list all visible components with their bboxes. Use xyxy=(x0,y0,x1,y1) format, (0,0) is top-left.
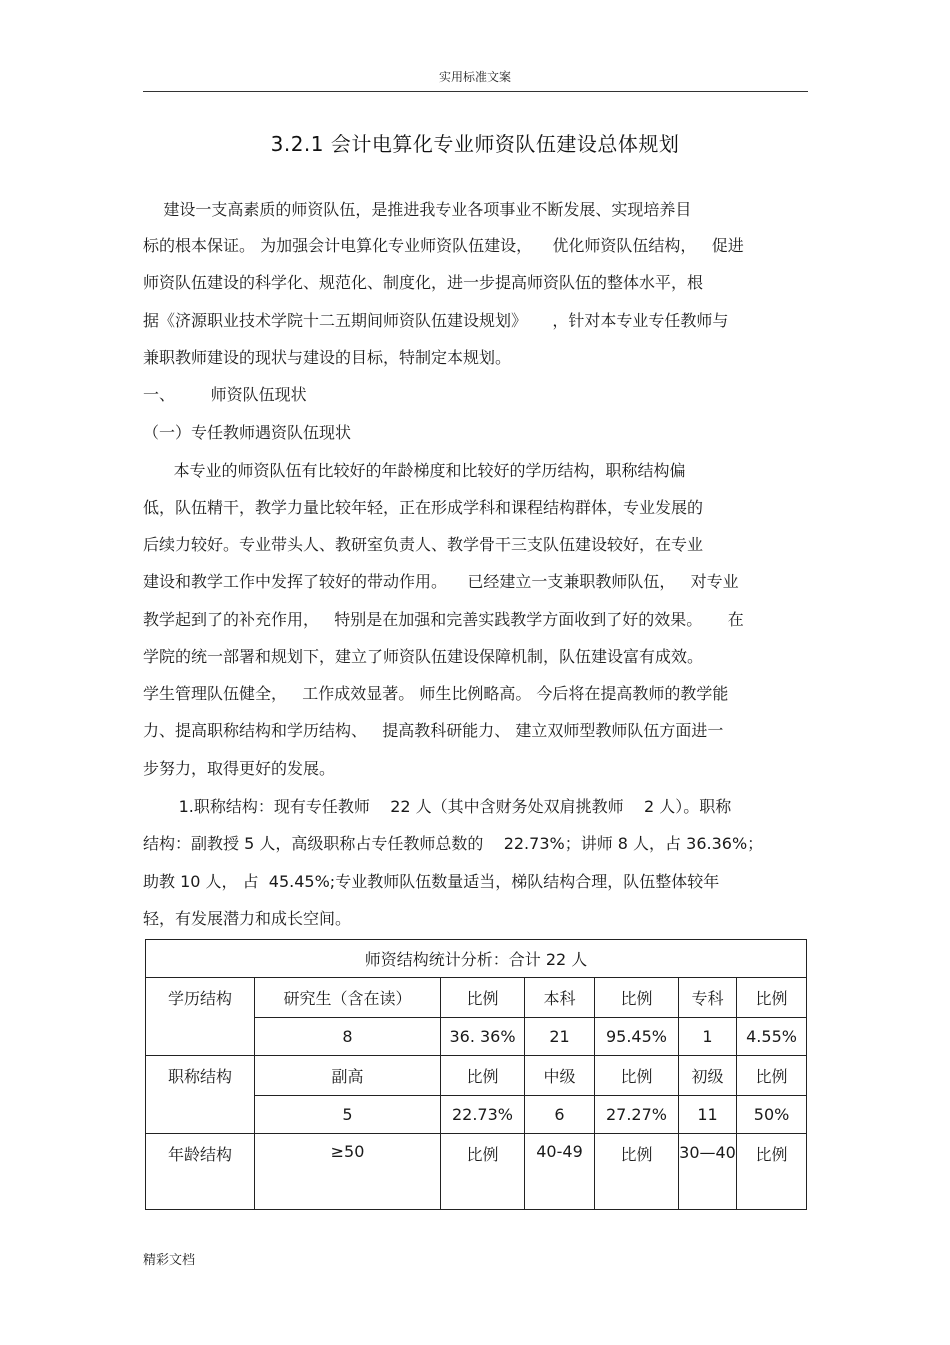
table-header-cell: 比例 xyxy=(441,978,525,1018)
page-header: 实用标准文案 xyxy=(438,70,511,84)
body-line: 据《济源职业技术学院十二五期间师资队伍建设规划》 ，针对本专业专任教师与 xyxy=(143,311,729,330)
table-value-cell: 6 xyxy=(525,1096,595,1134)
table-header-cell: 比例 xyxy=(595,1056,679,1096)
table-header-cell: 40-49 xyxy=(525,1134,595,1210)
table-header-cell: 比例 xyxy=(441,1056,525,1096)
table-header-cell: 专科 xyxy=(679,978,737,1018)
body-line: 结构：副教授 5 人，高级职称占专任教师总数的 22.73%；讲师 8 人，占 36.36%； xyxy=(143,834,764,853)
body-line: 后续力较好。专业带头人、教研室负责人、教学骨干三支队伍建设较好，在专业 xyxy=(143,535,704,554)
section-title: 3.2.1 会计电算化专业师资队伍建设总体规划 xyxy=(270,132,680,156)
table-header-cell: 30—40 xyxy=(679,1134,737,1210)
table-header-cell: 本科 xyxy=(525,978,595,1018)
body-line: 建设和教学工作中发挥了较好的带动作用。 已经建立一支兼职教师队伍， 对专业 xyxy=(143,572,739,591)
table-header-cell: 比例 xyxy=(595,978,679,1018)
table-header-cell: 初级 xyxy=(679,1056,737,1096)
body-line: 1.职称结构：现有专任教师 22 人（其中含财务处双肩挑教师 2 人）。职称 xyxy=(143,797,732,816)
table-header-cell: 比例 xyxy=(737,1134,807,1210)
table-header-cell: 比例 xyxy=(737,1056,807,1096)
table-header-cell: 比例 xyxy=(595,1134,679,1210)
table-value-cell: 21 xyxy=(525,1018,595,1056)
subheading-line: （一）专任教师遇资队伍现状 xyxy=(143,423,352,442)
heading-line: 一、 师资队伍现状 xyxy=(143,385,307,404)
body-line: 学院的统一部署和规划下，建立了师资队伍建设保障机制，队伍建设富有成效。 xyxy=(143,647,704,666)
table-header-cell: 比例 xyxy=(441,1134,525,1210)
row-label-education: 学历结构 xyxy=(146,978,255,1056)
header-divider xyxy=(143,91,808,92)
table-value-cell: 95.45% xyxy=(595,1018,679,1056)
body-line: 建设一支高素质的师资队伍，是推进我专业各项事业不断发展、实现培养目 xyxy=(143,200,692,219)
body-line: 步努力，取得更好的发展。 xyxy=(143,759,336,778)
row-label-age: 年龄结构 xyxy=(146,1134,255,1210)
table-value-cell: 27.27% xyxy=(595,1096,679,1134)
table-value-cell: 36. 36% xyxy=(441,1018,525,1056)
body-line: 轻，有发展潜力和成长空间。 xyxy=(143,909,352,928)
body-line: 低，队伍精干，教学力量比较年轻，正在形成学科和课程结构群体，专业发展的 xyxy=(143,498,704,517)
table-value-cell: 5 xyxy=(255,1096,441,1134)
table-caption: 师资结构统计分析：合计 22 人 xyxy=(146,940,807,978)
body-line: 师资队伍建设的科学化、规范化、制度化，进一步提高师资队伍的整体水平，根 xyxy=(143,273,704,292)
row-label-title-rank: 职称结构 xyxy=(146,1056,255,1134)
body-line: 标的根本保证。 为加强会计电算化专业师资队伍建设， 优化师资队伍结构， 促进 xyxy=(143,236,744,255)
body-line: 学生管理队伍健全， 工作成效显著。 师生比例略高。 今后将在提高教师的教学能 xyxy=(143,684,729,703)
body-line: 力、提高职称结构和学历结构、 提高教科研能力、 建立双师型教师队伍方面进一 xyxy=(143,721,724,740)
page-footer: 精彩文档 xyxy=(143,1253,196,1268)
table-header-cell: 比例 xyxy=(737,978,807,1018)
table-value-cell: 8 xyxy=(255,1018,441,1056)
body-line: 本专业的师资队伍有比较好的年龄梯度和比较好的学历结构，职称结构偏 xyxy=(143,461,686,480)
table-value-cell: 50% xyxy=(737,1096,807,1134)
body-line: 助教 10 人， 占 45.45%;专业教师队伍数量适当，梯队结构合理，队伍整体较年 xyxy=(143,872,720,891)
table-value-cell: 1 xyxy=(679,1018,737,1056)
table-header-cell: 中级 xyxy=(525,1056,595,1096)
table-value-cell: 11 xyxy=(679,1096,737,1134)
body-line: 教学起到了的补充作用， 特别是在加强和完善实践教学方面收到了好的效果。 在 xyxy=(143,610,744,629)
table-header-cell: 副高 xyxy=(255,1056,441,1096)
table-value-cell: 4.55% xyxy=(737,1018,807,1056)
table-header-cell: 研究生（含在读） xyxy=(255,978,441,1018)
table-header-cell: ≥50 xyxy=(255,1134,441,1210)
staff-structure-table xyxy=(145,939,807,1210)
table-value-cell: 22.73% xyxy=(441,1096,525,1134)
body-line: 兼职教师建设的现状与建设的目标，特制定本规划。 xyxy=(143,348,512,367)
